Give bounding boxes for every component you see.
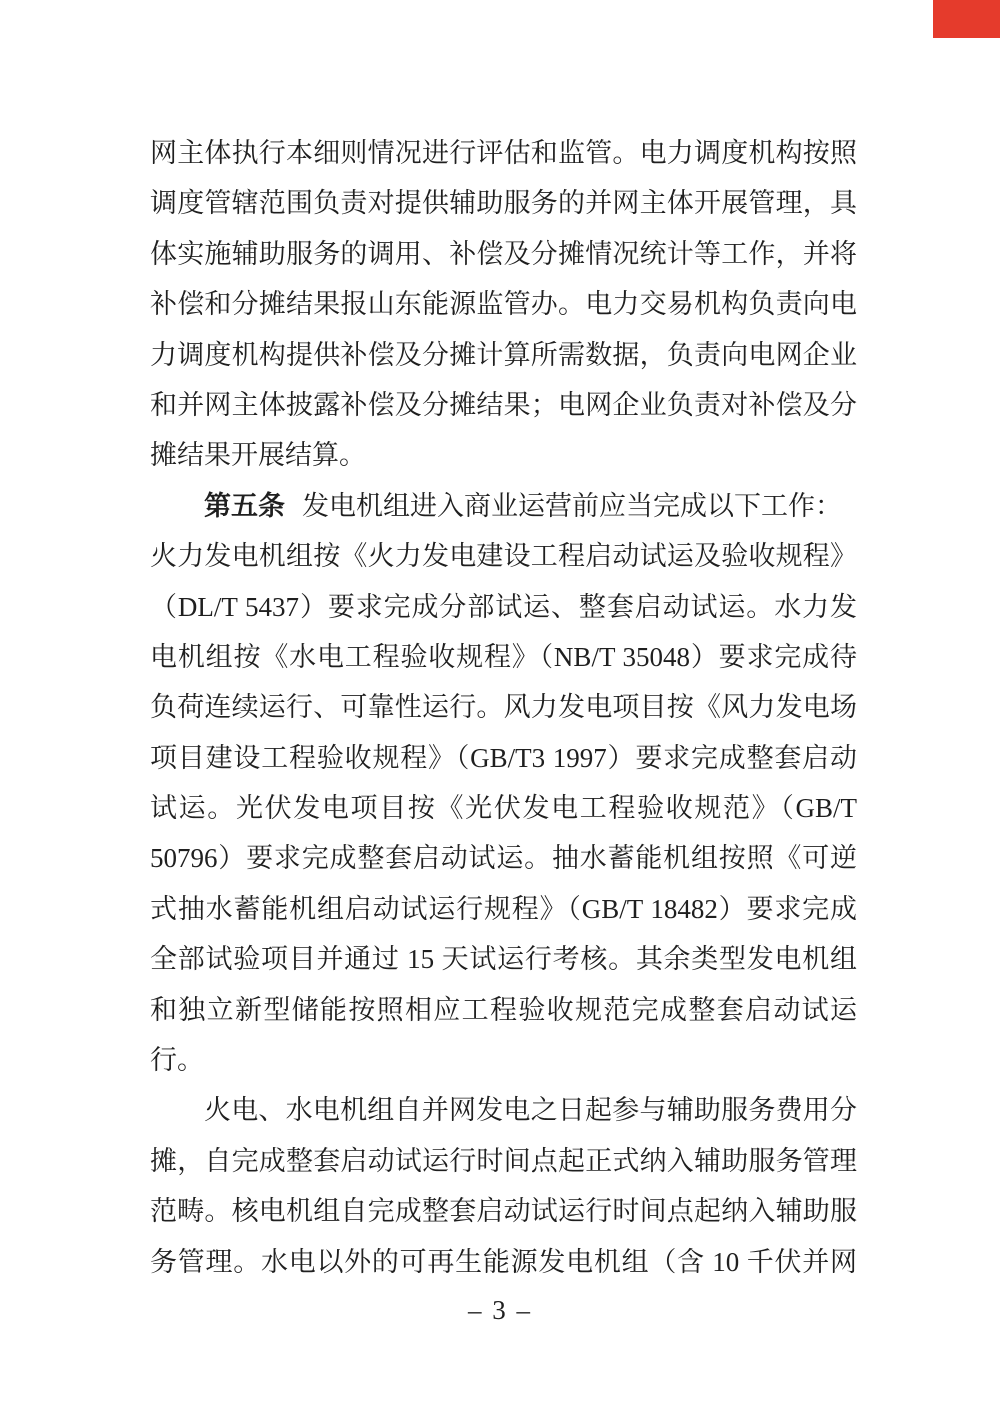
- text-line: [150, 1136, 857, 1186]
- text-segment: 补偿和分摊结果报山东能源监管办。电力交易机构负责向电: [150, 289, 857, 320]
- text-segment: 式抽水蓄能机组启动试运行规程》（GB/T 18482）要求完成: [150, 893, 857, 924]
- text-segment: 调度管辖范围负责对提供辅助服务的并网主体开展管理，具: [150, 188, 857, 219]
- text-segment: 和独立新型储能按照相应工程验收规范完成整套启动试运: [150, 994, 857, 1025]
- text-segment: 项目建设工程验收规程》（GB/T3 1997）要求完成整套启动: [150, 742, 857, 773]
- text-segment: 网主体执行本细则情况进行评估和监管。电力调度机构按照: [150, 138, 857, 168]
- text-segment: 摊结果开展结算。: [150, 440, 366, 471]
- text-line: [150, 1085, 857, 1135]
- page-footer: [0, 1294, 1000, 1326]
- page-number: – 3 –: [468, 1295, 532, 1325]
- text-line: [150, 783, 857, 833]
- text-segment: 行。: [150, 1045, 204, 1076]
- document-body: [150, 128, 857, 1287]
- text-line: [150, 481, 857, 531]
- text-line: [150, 229, 857, 279]
- text-segment: 电机组按《水电工程验收规程》（NB/T 35048）要求完成待: [150, 641, 857, 672]
- text-line: [150, 430, 857, 480]
- text-segment: 范畴。核电机组自完成整套启动试运行时间点起纳入辅助服: [150, 1196, 857, 1227]
- text-line: [150, 833, 857, 883]
- text-line: [150, 632, 857, 682]
- text-segment: 50796）要求完成整套启动试运。抽水蓄能机组按照《可逆: [150, 843, 857, 874]
- text-line: [150, 279, 857, 329]
- text-segment: 发电机组进入商业运营前应当完成以下工作：: [302, 490, 842, 521]
- text-segment: 和并网主体披露补偿及分摊结果；电网企业负责对补偿及分: [150, 389, 857, 420]
- text-segment: 全部试验项目并通过 15 天试运行考核。其余类型发电机组: [150, 944, 857, 975]
- text-segment: 火电、水电机组自并网发电之日起参与辅助服务费用分: [204, 1095, 857, 1126]
- text-segment: 力调度机构提供补偿及分摊计算所需数据，负责向电网企业: [150, 339, 857, 370]
- text-line: [150, 682, 857, 732]
- text-line: [150, 178, 857, 228]
- text-segment: 火力发电机组按《火力发电建设工程启动试运及验收规程》: [150, 541, 857, 572]
- text-line: [150, 934, 857, 984]
- text-line: [150, 128, 857, 178]
- text-line: [150, 1035, 857, 1085]
- text-line: [150, 531, 857, 581]
- text-line: [150, 380, 857, 430]
- text-segment: 试运。光伏发电项目按《光伏发电工程验收规范》（GB/T: [150, 793, 857, 824]
- article-number-label: 第五条: [204, 490, 285, 521]
- text-line: [150, 884, 857, 934]
- text-line: [150, 1237, 857, 1287]
- text-segment: （DL/T 5437）要求完成分部试运、整套启动试运。水力发: [150, 591, 857, 622]
- text-segment: 摊，自完成整套启动试运行时间点起正式纳入辅助服务管理: [150, 1145, 857, 1176]
- text-line: [150, 1186, 857, 1236]
- text-segment: 务管理。水电以外的可再生能源发电机组（含 10 千伏并网: [150, 1246, 857, 1277]
- red-corner-mark: [933, 0, 1000, 38]
- text-line: [150, 733, 857, 783]
- text-line: [150, 582, 857, 632]
- text-segment: 负荷连续运行、可靠性运行。风力发电项目按《风力发电场: [150, 692, 857, 723]
- text-line: [150, 985, 857, 1035]
- text-segment: 体实施辅助服务的调用、补偿及分摊情况统计等工作，并将: [150, 238, 857, 269]
- text-line: [150, 330, 857, 380]
